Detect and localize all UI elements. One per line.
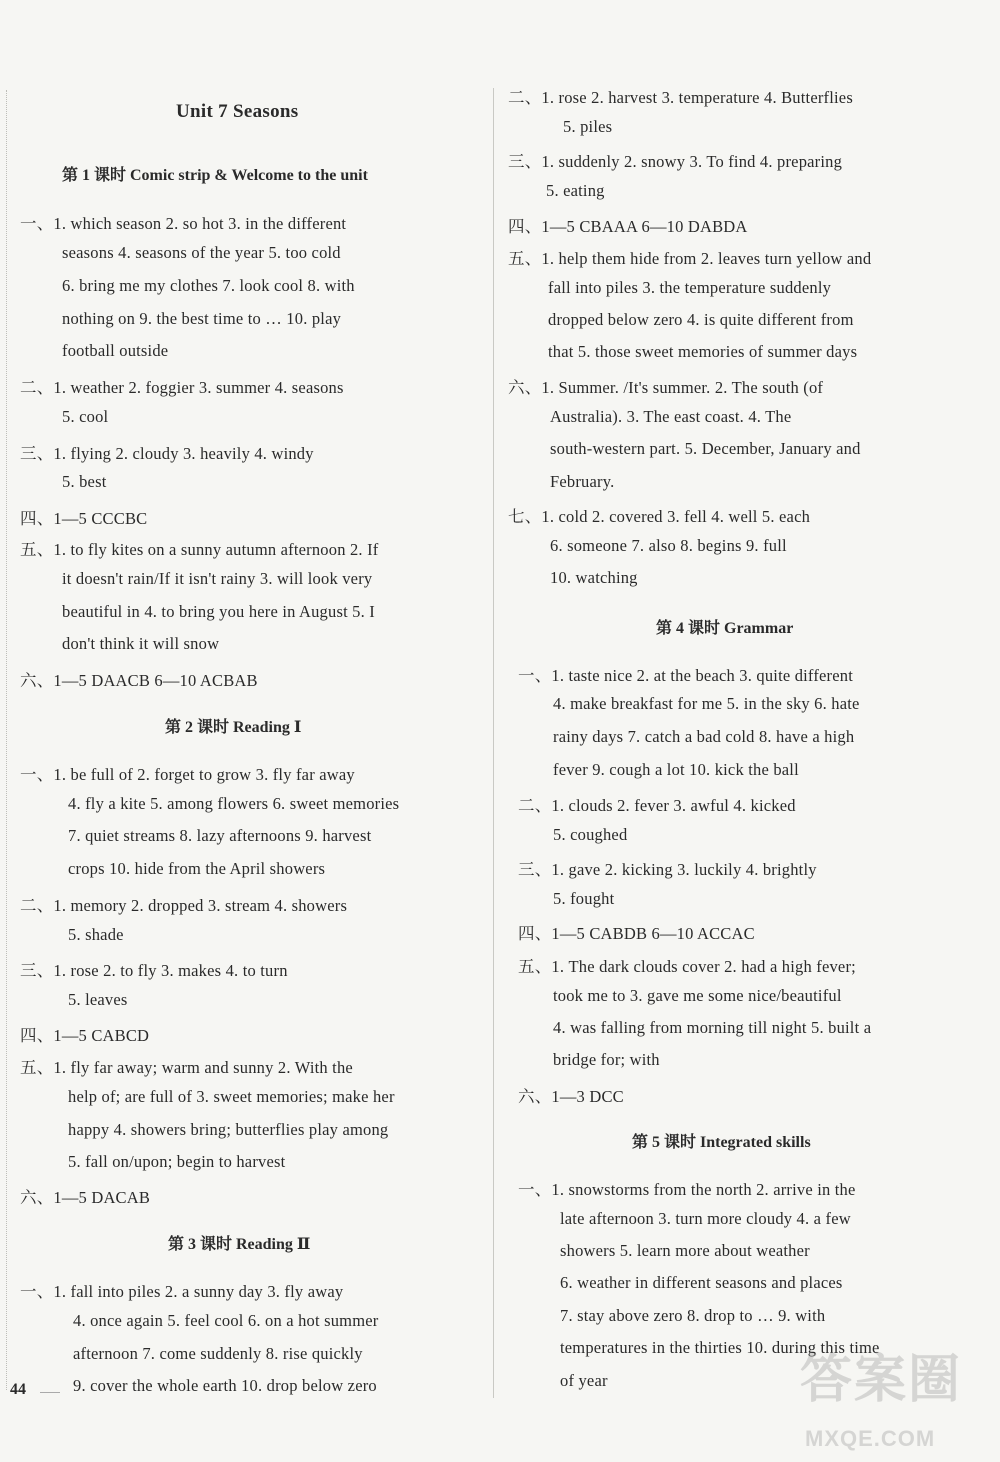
answer-line: 4. fly a kite 5. among flowers 6. sweet memories — [68, 794, 400, 813]
lesson-heading: 第 2 课时 Reading Ⅰ — [165, 719, 302, 736]
answer-line: 7. stay above zero 8. drop to … 9. with — [560, 1306, 826, 1325]
answer-line: it doesn't rain/If it isn't rainy 3. will look very — [62, 569, 373, 588]
answer-line: 5. fought — [553, 889, 615, 908]
answer-line: 6. weather in different seasons and places — [560, 1273, 843, 1292]
answer-line: 四、1—5 CBAAA 6—10 DABDA — [508, 217, 748, 236]
answer-line: 六、1—5 DACAB — [20, 1188, 151, 1207]
answer-line: that 5. those sweet memories of summer days — [548, 342, 858, 361]
answer-line: 二、1. clouds 2. fever 3. awful 4. kicked — [518, 796, 796, 815]
answer-line: 六、1—5 DAACB 6—10 ACBAB — [20, 671, 258, 690]
answer-line: 10. watching — [550, 568, 638, 587]
answer-line: 五、1. The dark clouds cover 2. had a high fever; — [518, 957, 856, 976]
answer-line: 六、1. Summer. /It's summer. 2. The south (of — [508, 378, 824, 397]
answer-line: 一、1. which season 2. so hot 3. in the different — [20, 214, 347, 233]
answer-line: fall into piles 3. the temperature suddenly — [548, 278, 832, 297]
column-divider — [493, 88, 494, 1398]
answer-line: don't think it will snow — [62, 634, 220, 653]
page-number-rule — [40, 1392, 60, 1393]
answer-line: afternoon 7. come suddenly 8. rise quickly — [73, 1344, 363, 1363]
answer-line: showers 5. learn more about weather — [560, 1241, 810, 1260]
answer-line: 5. best — [62, 472, 107, 491]
watermark-logo: 答案圈 — [800, 1350, 963, 1410]
lesson-heading: 第 4 课时 Grammar — [656, 620, 794, 637]
answer-line: 五、1. help them hide from 2. leaves turn yellow and — [508, 249, 872, 268]
answer-line: rainy days 7. catch a bad cold 8. have a high — [553, 727, 855, 746]
lesson-heading: 第 1 课时 Comic strip & Welcome to the unit — [62, 167, 368, 184]
answer-line: 一、1. snowstorms from the north 2. arrive in the — [518, 1180, 856, 1199]
answer-line: of year — [560, 1371, 608, 1390]
answer-line: 七、1. cold 2. covered 3. fell 4. well 5. each — [508, 507, 811, 526]
answer-line: 四、1—5 CCCBC — [20, 509, 148, 528]
answer-line: 四、1—5 CABCD — [20, 1026, 150, 1045]
lesson-heading: 第 5 课时 Integrated skills — [632, 1134, 811, 1151]
unit-title: Unit 7 Seasons — [176, 101, 299, 122]
answer-line: 6. bring me my clothes 7. look cool 8. with — [62, 276, 355, 295]
answer-line: 9. cover the whole earth 10. drop below zero — [73, 1376, 377, 1395]
answer-line: 一、1. fall into piles 2. a sunny day 3. fly away — [20, 1282, 344, 1301]
answer-line: 二、1. weather 2. foggier 3. summer 4. seasons — [20, 378, 344, 397]
page-number: 44 — [10, 1381, 26, 1398]
answer-line: nothing on 9. the best time to … 10. play — [62, 309, 342, 328]
answer-line: 5. fall on/upon; begin to harvest — [68, 1152, 286, 1171]
answer-line: dropped below zero 4. is quite different from — [548, 310, 854, 329]
answer-line: 4. was falling from morning till night 5. built a — [553, 1018, 872, 1037]
answer-line: 5. leaves — [68, 990, 128, 1009]
answer-line: 四、1—5 CABDB 6—10 ACCAC — [518, 924, 755, 943]
answer-line: 4. make breakfast for me 5. in the sky 6. hate — [553, 694, 860, 713]
answer-line: temperatures in the thirties 10. during this time — [560, 1338, 880, 1357]
lesson-heading: 第 3 课时 Reading Ⅱ — [168, 1236, 311, 1253]
answer-line: Australia). 3. The east coast. 4. The — [550, 407, 792, 426]
binding-margin — [6, 90, 8, 1390]
answer-line: 三、1. suddenly 2. snowy 3. To find 4. preparing — [508, 152, 843, 171]
answer-line: 二、1. rose 2. harvest 3. temperature 4. Butterflies — [508, 88, 853, 107]
answer-line: help of; are full of 3. sweet memories; make her — [68, 1087, 395, 1106]
answer-line: 五、1. to fly kites on a sunny autumn afternoon 2. If — [20, 540, 379, 559]
answer-line: 一、1. taste nice 2. at the beach 3. quite different — [518, 666, 853, 685]
answer-line: 5. coughed — [553, 825, 628, 844]
answer-line: 4. once again 5. feel cool 6. on a hot summer — [73, 1311, 379, 1330]
watermark — [750, 1332, 990, 1452]
answer-line: football outside — [62, 341, 169, 360]
answer-line: 5. cool — [62, 407, 109, 426]
answer-line: 5. shade — [68, 925, 124, 944]
answer-line: fever 9. cough a lot 10. kick the ball — [553, 760, 799, 779]
answer-line: took me to 3. gave me some nice/beautiful — [553, 986, 842, 1005]
answer-line: crops 10. hide from the April showers — [68, 859, 326, 878]
answer-line: 7. quiet streams 8. lazy afternoons 9. harvest — [68, 826, 372, 845]
answer-line: 5. eating — [546, 181, 605, 200]
answer-line: February. — [550, 472, 615, 491]
watermark-text: MXQE.COM — [805, 1426, 936, 1451]
answer-line: 三、1. gave 2. kicking 3. luckily 4. brightly — [518, 860, 817, 879]
answer-line: 一、1. be full of 2. forget to grow 3. fly far away — [20, 765, 355, 784]
answer-line: 五、1. fly far away; warm and sunny 2. With the — [20, 1058, 353, 1077]
answer-line: 三、1. flying 2. cloudy 3. heavily 4. windy — [20, 444, 314, 463]
answer-line: 6. someone 7. also 8. begins 9. full — [550, 536, 787, 555]
answer-line: seasons 4. seasons of the year 5. too cold — [62, 243, 341, 262]
answer-line: bridge for; with — [553, 1050, 660, 1069]
answer-line: 三、1. rose 2. to fly 3. makes 4. to turn — [20, 961, 288, 980]
answer-line: late afternoon 3. turn more cloudy 4. a few — [560, 1209, 851, 1228]
answer-line: beautiful in 4. to bring you here in August 5. I — [62, 602, 375, 621]
answer-line: happy 4. showers bring; butterflies play among — [68, 1120, 389, 1139]
answer-line: 六、1—3 DCC — [518, 1087, 624, 1106]
answer-line: south-western part. 5. December, January and — [550, 439, 861, 458]
answer-line: 二、1. memory 2. dropped 3. stream 4. showers — [20, 896, 348, 915]
answer-line: 5. piles — [563, 117, 613, 136]
